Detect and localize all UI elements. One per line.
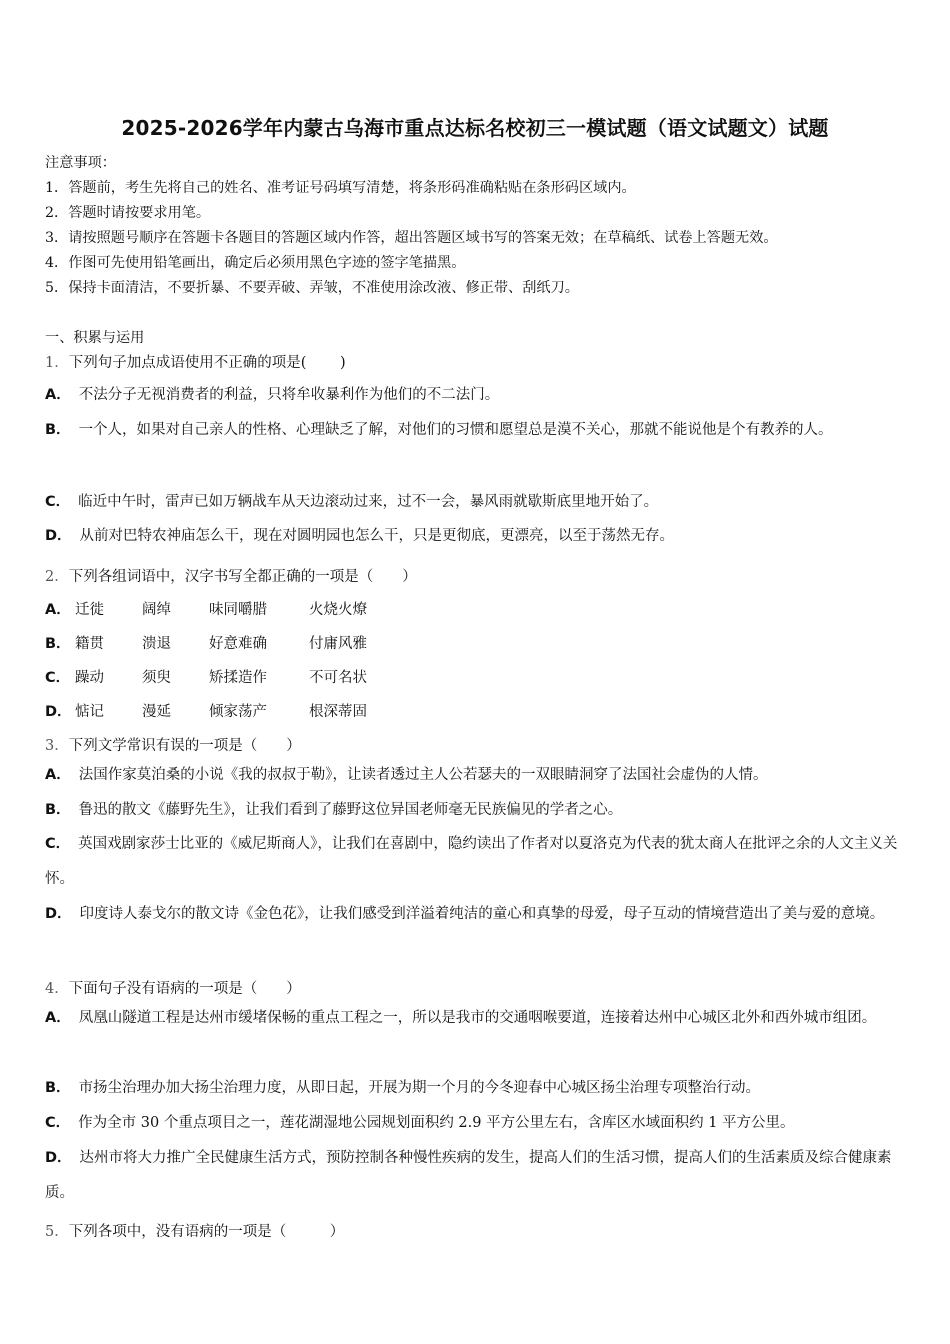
word: 籍贯 bbox=[75, 636, 104, 652]
word: 倾家荡产 bbox=[209, 704, 267, 720]
question-5-stem bbox=[45, 1220, 344, 1241]
question-1-option-c bbox=[45, 485, 907, 520]
option-letter: A． bbox=[45, 1010, 71, 1026]
question-4-option-a bbox=[45, 1001, 907, 1036]
question-number: 2． bbox=[45, 569, 69, 585]
question-2-option-c bbox=[45, 666, 367, 687]
question-2-option-b bbox=[45, 632, 367, 653]
word: 漫延 bbox=[142, 704, 171, 720]
option-letter: C． bbox=[45, 670, 71, 686]
question-4-stem bbox=[45, 977, 301, 998]
question-text: 下面句子没有语病的一项是（ ） bbox=[68, 981, 301, 997]
option-letter: B． bbox=[45, 636, 71, 652]
question-text: 下列文学常识有误的一项是（ ） bbox=[68, 738, 301, 754]
option-letter: C． bbox=[45, 836, 71, 852]
option-text: 临近中午时，雷声已如万辆战车从天边滚动过来，过不一会，暴风雨就歇斯底里地开始了。 bbox=[78, 494, 659, 510]
question-number: 4． bbox=[45, 981, 69, 997]
question-text: 下列句子加点成语使用不正确的项是( ) bbox=[68, 355, 346, 371]
option-letter: A． bbox=[45, 387, 71, 403]
question-1-option-d bbox=[45, 519, 907, 554]
option-text: 一个人，如果对自己亲人的性格、心理缺乏了解，对他们的习惯和愿望总是漠不关心，那就不能说他是个有教养的人。 bbox=[78, 422, 833, 438]
section-heading: 一、积累与运用 bbox=[45, 330, 145, 346]
word: 不可名状 bbox=[309, 670, 367, 686]
word: 迁徙 bbox=[75, 602, 104, 618]
word: 惦记 bbox=[75, 704, 104, 720]
question-text: 下列各组词语中，汉字书写全都正确的一项是（ ） bbox=[68, 569, 417, 585]
notice-item: 2．答题时请按要求用笔。 bbox=[45, 205, 211, 221]
option-text: 英国戏剧家莎士比亚的《威尼斯商人》，让我们在喜剧中，隐约读出了作者对以夏洛克为代表的犹太商人在批评之余的人文主义关怀。 bbox=[45, 836, 898, 887]
question-1-stem bbox=[45, 351, 346, 372]
question-2-option-a bbox=[45, 598, 367, 619]
option-letter: A． bbox=[45, 602, 71, 618]
notice-item: 4．作图可先使用铅笔画出，确定后必须用黑色字迹的签字笔描黑。 bbox=[45, 255, 466, 271]
question-3-option-a bbox=[45, 758, 907, 793]
option-letter: D． bbox=[45, 528, 72, 544]
question-number: 5． bbox=[45, 1224, 69, 1240]
question-4-option-b bbox=[45, 1071, 907, 1106]
question-4-option-d bbox=[45, 1141, 907, 1211]
word: 躁动 bbox=[75, 670, 104, 686]
notice-heading: 注意事项： bbox=[45, 155, 116, 171]
option-letter: A． bbox=[45, 767, 71, 783]
question-2-option-d bbox=[45, 700, 367, 721]
option-letter: D． bbox=[45, 1150, 72, 1166]
question-3-option-d bbox=[45, 897, 907, 932]
word: 付庸风雅 bbox=[309, 636, 367, 652]
word: 须臾 bbox=[142, 670, 171, 686]
word: 阔绰 bbox=[142, 602, 171, 618]
page-title: 2025-2026学年内蒙古乌海市重点达标名校初三一模试题（语文试题文）试题 bbox=[121, 116, 829, 140]
word: 好意难确 bbox=[209, 636, 267, 652]
option-text: 从前对巴特农神庙怎么干，现在对圆明园也怎么干，只是更彻底，更漂亮，以至于荡然无存。 bbox=[79, 528, 675, 544]
option-letter: C． bbox=[45, 494, 71, 510]
word: 矫揉造作 bbox=[209, 670, 267, 686]
question-1-option-b bbox=[45, 413, 907, 448]
option-letter: C． bbox=[45, 1115, 71, 1131]
option-text: 凤凰山隧道工程是达州市缓堵保畅的重点工程之一，所以是我市的交通咽喉要道，连接着达州中心城区北外和西外城市组团。 bbox=[78, 1010, 877, 1026]
option-letter: B． bbox=[45, 422, 71, 438]
question-1-option-a bbox=[45, 378, 907, 413]
option-text: 达州市将大力推广全民健康生活方式，预防控制各种慢性疾病的发生，提高人们的生活习惯，提高人们的生活素质及综合健康素质。 bbox=[45, 1150, 892, 1201]
option-text: 印度诗人泰戈尔的散文诗《金色花》，让我们感受到洋溢着纯洁的童心和真挚的母爱，母子互动的情境营造出了美与爱的意境。 bbox=[79, 906, 885, 922]
question-4-option-c bbox=[45, 1106, 907, 1141]
option-text: 鲁迅的散文《藤野先生》，让我们看到了藤野这位异国老师毫无民族偏见的学者之心。 bbox=[78, 802, 623, 818]
option-text: 作为全市 30 个重点项目之一，莲花湖湿地公园规划面积约 2.9 平方公里左右，含库区水域面积约 1 平方公里。 bbox=[78, 1115, 795, 1131]
question-3-option-b bbox=[45, 793, 907, 828]
option-letter: B． bbox=[45, 1080, 71, 1096]
question-2-stem bbox=[45, 565, 417, 586]
notice-item: 5．保持卡面清洁，不要折暴、不要弄破、弄皱，不准使用涂改液、修正带、刮纸刀。 bbox=[45, 280, 579, 296]
option-text: 法国作家莫泊桑的小说《我的叔叔于勒》，让读者透过主人公若瑟夫的一双眼睛洞穿了法国社会虚伪的人情。 bbox=[78, 767, 768, 783]
question-3-option-c bbox=[45, 827, 907, 897]
question-3-stem bbox=[45, 734, 301, 755]
option-letter: B． bbox=[45, 802, 71, 818]
option-text: 市扬尘治理办加大扬尘治理力度，从即日起，开展为期一个月的今冬迎春中心城区扬尘治理专项整治行动。 bbox=[78, 1080, 761, 1096]
notice-item: 3．请按照题号顺序在答题卡各题目的答题区域内作答，超出答题区域书写的答案无效；在草稿纸、试卷上答题无效。 bbox=[45, 230, 778, 246]
question-number: 3． bbox=[45, 738, 69, 754]
word: 火烧火燎 bbox=[309, 602, 367, 618]
option-letter: D． bbox=[45, 906, 72, 922]
question-text: 下列各项中，没有语病的一项是（ ） bbox=[68, 1224, 345, 1240]
word: 溃退 bbox=[142, 636, 171, 652]
notice-item: 1．答题前，考生先将自己的姓名、准考证号码填写清楚，将条形码准确粘贴在条形码区域内。 bbox=[45, 180, 636, 196]
option-letter: D． bbox=[45, 704, 72, 720]
option-text: 不法分子无视消费者的利益，只将牟收暴利作为他们的不二法门。 bbox=[78, 387, 500, 403]
question-number: 1． bbox=[45, 355, 69, 371]
word: 味同嚼腊 bbox=[209, 602, 267, 618]
word: 根深蒂固 bbox=[309, 704, 367, 720]
